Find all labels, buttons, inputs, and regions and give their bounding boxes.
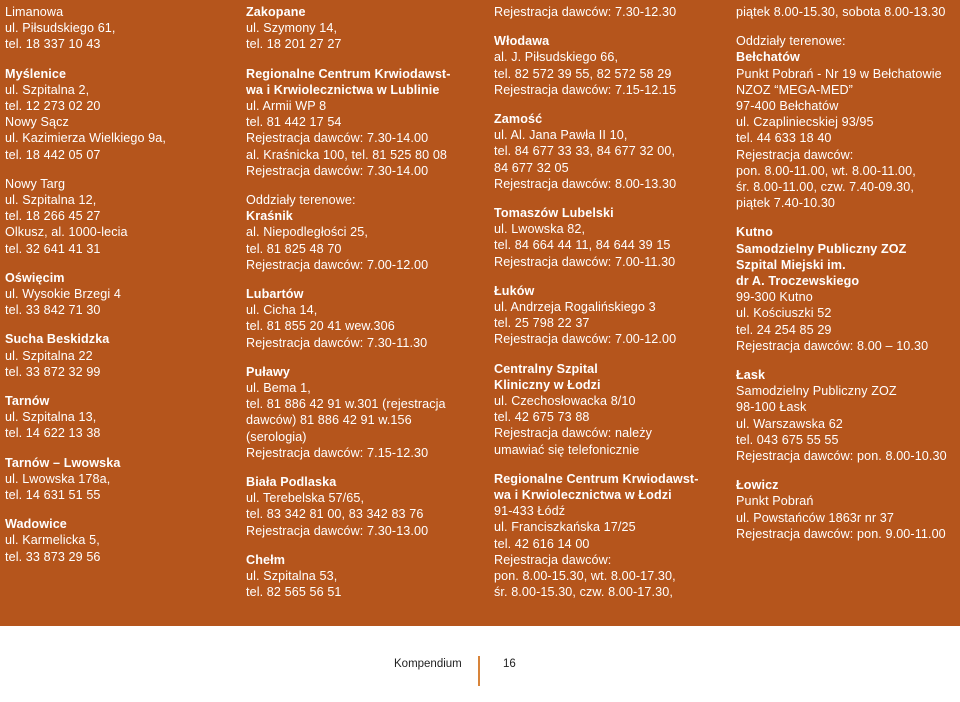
directory-entry xyxy=(5,516,166,565)
directory-entry xyxy=(5,455,166,504)
entry-heading: Chełm xyxy=(246,552,285,567)
entry-heading: Lubartów xyxy=(246,287,304,302)
entry-line: ul. Szpitalna 12, xyxy=(5,193,97,208)
entry-line: tel. 32 641 41 31 xyxy=(5,241,101,256)
entry-line: tel. 18 201 27 27 xyxy=(246,37,342,52)
entry-line: tel. 81 825 48 70 xyxy=(246,241,342,256)
entry-line: ul. Szpitalna 22 xyxy=(5,348,93,363)
entry-gap xyxy=(5,442,166,455)
entry-line: ul. Kazimierza Wielkiego 9a, xyxy=(5,131,166,146)
entry-heading: Myślenice xyxy=(5,66,67,81)
entry-line: tel. 24 254 85 29 xyxy=(736,322,832,337)
entry-gap xyxy=(246,179,451,192)
footer-divider xyxy=(478,656,480,686)
directory-entry xyxy=(246,192,451,273)
entry-line: tel. 82 572 39 55, 82 572 58 29 xyxy=(494,66,672,81)
directory-entry xyxy=(5,66,166,163)
entry-line: ul. Karmelicka 5, xyxy=(5,533,100,548)
entry-gap xyxy=(494,192,699,205)
entry-line: Rejestracja dawców: 7.30-14.00 xyxy=(246,131,429,146)
column-2 xyxy=(246,4,451,601)
entry-gap xyxy=(246,351,451,364)
entry-line: ul. Lwowska 178a, xyxy=(5,471,111,486)
footer-title: Kompendium xyxy=(394,658,462,670)
directory-entry xyxy=(494,33,699,98)
entry-heading: Wadowice xyxy=(5,517,67,532)
directory-entry xyxy=(494,361,699,458)
entry-gap xyxy=(246,461,451,474)
entry-line: tel. 14 631 51 55 xyxy=(5,488,101,503)
directory-entry xyxy=(246,474,451,539)
entry-heading: Regionalne Centrum Krwiodawst- xyxy=(246,66,451,81)
entry-line: ul. Lwowska 82, xyxy=(494,222,586,237)
entry-heading: Sucha Beskidzka xyxy=(5,332,110,347)
entry-line: 84 677 32 05 xyxy=(494,160,569,175)
entry-gap xyxy=(5,380,166,393)
entry-line: tel. 33 872 32 99 xyxy=(5,364,101,379)
entry-gap xyxy=(5,163,166,176)
page-number: 16 xyxy=(503,658,516,670)
entry-gap xyxy=(246,273,451,286)
entry-line: NZOZ “MEGA-MED” xyxy=(736,82,853,97)
entry-line: tel. 82 565 56 51 xyxy=(246,585,342,600)
entry-line: al. J. Piłsudskiego 66, xyxy=(494,50,619,65)
entry-line: Rejestracja dawców: xyxy=(494,552,612,567)
directory-entry xyxy=(5,176,166,257)
entry-heading: wa i Krwiolecznictwa w Łodzi xyxy=(494,488,672,503)
entry-line: Rejestracja dawców: 7.30-11.30 xyxy=(246,335,428,350)
entry-line: al. Niepodległości 25, xyxy=(246,225,368,240)
entry-line: ul. Czapliniecskiej 93/95 xyxy=(736,115,874,130)
entry-heading: Tarnów xyxy=(5,394,50,409)
directory-entry xyxy=(494,471,699,601)
entry-line: Olkusz, al. 1000-lecia xyxy=(5,225,128,240)
entry-line: ul. Terebelska 57/65, xyxy=(246,491,365,506)
page-footer xyxy=(0,656,960,686)
entry-gap xyxy=(5,503,166,516)
entry-line: Punkt Pobrań xyxy=(736,494,814,509)
entry-line: ul. Czechosłowacka 8/10 xyxy=(494,394,636,409)
entry-line: (serologia) xyxy=(246,429,307,444)
entry-line: tel. 81 855 20 41 wew.306 xyxy=(246,319,395,334)
entry-line: tel. 84 664 44 11, 84 644 39 15 xyxy=(494,238,671,253)
entry-gap xyxy=(5,257,166,270)
entry-line: Rejestracja dawców: 7.00-12.00 xyxy=(494,332,677,347)
entry-line: tel. 33 842 71 30 xyxy=(5,303,101,318)
column-1 xyxy=(5,4,166,565)
entry-line: Rejestracja dawców: należy xyxy=(494,426,652,441)
entry-line: Rejestracja dawców: 7.15-12.30 xyxy=(246,445,429,460)
entry-gap xyxy=(5,318,166,331)
entry-line: tel. 83 342 81 00, 83 342 83 76 xyxy=(246,507,424,522)
entry-line: Rejestracja dawców: xyxy=(736,147,854,162)
entry-line: tel. 043 675 55 55 xyxy=(736,432,839,447)
entry-line: Punkt Pobrań - Nr 19 w Bełchatowie xyxy=(736,66,942,81)
entry-line: tel. 14 622 13 38 xyxy=(5,426,101,441)
entry-line: śr. 8.00-11.00, czw. 7.40-09.30, xyxy=(736,180,914,195)
entry-line: tel. 84 677 33 33, 84 677 32 00, xyxy=(494,144,676,159)
directory-entry xyxy=(494,283,699,348)
entry-line: umawiać się telefonicznie xyxy=(494,442,640,457)
entry-heading: Kutno xyxy=(736,225,773,240)
entry-line: ul. Al. Jana Pawła II 10, xyxy=(494,128,628,143)
entry-line: Rejestracja dawców: 7.30-12.30 xyxy=(494,5,677,19)
entry-gap xyxy=(736,20,947,33)
entry-heading: Puławy xyxy=(246,364,290,379)
entry-line: Rejestracja dawców: 7.00-12.00 xyxy=(246,257,429,272)
entry-gap xyxy=(246,53,451,66)
column-4 xyxy=(736,4,947,542)
entry-line: 91-433 Łódź xyxy=(494,504,566,519)
entry-line: Limanowa xyxy=(5,5,64,19)
entry-heading: Regionalne Centrum Krwiodawst- xyxy=(494,471,699,486)
entry-heading: Biała Podlaska xyxy=(246,475,337,490)
entry-heading: Tomaszów Lubelski xyxy=(494,206,614,221)
entry-line: ul. Warszawska 62 xyxy=(736,416,843,431)
entry-heading: Zamość xyxy=(494,112,543,127)
directory-entry xyxy=(736,224,947,354)
entry-line: tel. 44 633 18 40 xyxy=(736,131,832,146)
entry-heading: Kraśnik xyxy=(246,209,293,224)
entry-line: ul. Szpitalna 53, xyxy=(246,569,338,584)
entry-gap xyxy=(736,354,947,367)
entry-line: ul. Andrzeja Rogalińskiego 3 xyxy=(494,300,656,315)
entry-line: ul. Franciszkańska 17/25 xyxy=(494,520,636,535)
entry-gap xyxy=(736,211,947,224)
entry-line: Rejestracja dawców: 7.15-12.15 xyxy=(494,82,677,97)
entry-heading: Łuków xyxy=(494,283,535,298)
entry-line: tel. 18 337 10 43 xyxy=(5,37,101,52)
entry-gap xyxy=(494,270,699,283)
entry-line: tel. 18 266 45 27 xyxy=(5,209,101,224)
entry-gap xyxy=(736,464,947,477)
entry-line: Rejestracja dawców: 8.00-13.30 xyxy=(494,176,677,191)
entry-gap xyxy=(246,539,451,552)
directory-entry xyxy=(494,4,699,20)
directory-entry xyxy=(5,393,166,442)
entry-gap xyxy=(494,348,699,361)
entry-line: ul. Kościuszki 52 xyxy=(736,306,832,321)
entry-line: Nowy Sącz xyxy=(5,115,69,130)
directory-entry xyxy=(246,66,451,179)
entry-heading: Włodawa xyxy=(494,34,550,49)
entry-line: tel. 12 273 02 20 xyxy=(5,99,101,114)
entry-line: tel. 25 798 22 37 xyxy=(494,316,590,331)
entry-line: tel. 42 616 14 00 xyxy=(494,536,590,551)
entry-line: Rejestracja dawców: 7.30-13.00 xyxy=(246,523,429,538)
directory-entry xyxy=(494,111,699,192)
entry-line: ul. Szymony 14, xyxy=(246,21,338,36)
entry-heading: Oświęcim xyxy=(5,270,65,285)
entry-heading: Bełchatów xyxy=(736,50,800,65)
entry-line: ul. Powstańców 1863r nr 37 xyxy=(736,510,895,525)
entry-line: pon. 8.00-15.30, wt. 8.00-17.30, xyxy=(494,569,676,584)
directory-entry xyxy=(246,4,451,53)
entry-line: ul. Cicha 14, xyxy=(246,303,318,318)
directory-entry xyxy=(736,33,947,211)
entry-line: tel. 33 873 29 56 xyxy=(5,549,101,564)
directory-entry xyxy=(246,552,451,601)
entry-subheading: Oddziały terenowe: xyxy=(736,34,846,49)
entry-line: 98-100 Łask xyxy=(736,400,807,415)
entry-line: ul. Bema 1, xyxy=(246,381,311,396)
entry-line: pon. 8.00-11.00, wt. 8.00-11.00, xyxy=(736,163,916,178)
entry-line: Rejestracja dawców: 7.00-11.30 xyxy=(494,254,676,269)
entry-line: Rejestracja dawców: 7.30-14.00 xyxy=(246,163,429,178)
directory-entry xyxy=(494,205,699,270)
entry-line: al. Kraśnicka 100, tel. 81 525 80 08 xyxy=(246,147,448,162)
directory-entry xyxy=(246,286,451,351)
entry-line: ul. Szpitalna 2, xyxy=(5,82,90,97)
entry-heading: Łask xyxy=(736,368,766,383)
entry-gap xyxy=(494,458,699,471)
entry-heading: Samodzielny Publiczny ZOZ xyxy=(736,241,907,256)
entry-heading: wa i Krwiolecznictwa w Lublinie xyxy=(246,82,440,97)
entry-line: Rejestracja dawców: pon. 8.00-10.30 xyxy=(736,449,947,464)
entry-line: ul. Wysokie Brzegi 4 xyxy=(5,287,121,302)
entry-line: tel. 42 675 73 88 xyxy=(494,410,590,425)
entry-heading: Tarnów – Lwowska xyxy=(5,455,121,470)
entry-gap xyxy=(494,98,699,111)
directory-entry xyxy=(736,367,947,464)
directory-entry xyxy=(5,4,166,53)
entry-heading: dr A. Troczewskiego xyxy=(736,274,860,289)
entry-line: piątek 7.40-10.30 xyxy=(736,196,836,211)
entry-heading: Łowicz xyxy=(736,478,779,493)
entry-line: 99-300 Kutno xyxy=(736,290,813,305)
entry-line: tel. 81 886 42 91 w.301 (rejestracja xyxy=(246,397,446,412)
entry-heading: Szpital Miejski im. xyxy=(736,257,846,272)
entry-line: tel. 81 442 17 54 xyxy=(246,115,342,130)
entry-line: tel. 18 442 05 07 xyxy=(5,147,101,162)
entry-heading: Zakopane xyxy=(246,5,306,19)
entry-line: Rejestracja dawców: pon. 9.00-11.00 xyxy=(736,526,946,541)
directory-entry xyxy=(246,364,451,461)
directory-entry xyxy=(736,477,947,542)
entry-line: śr. 8.00-15.30, czw. 8.00-17.30, xyxy=(494,585,673,600)
entry-line: ul. Piłsudskiego 61, xyxy=(5,21,116,36)
entry-heading: Kliniczny w Łodzi xyxy=(494,377,601,392)
entry-line: Rejestracja dawców: 8.00 – 10.30 xyxy=(736,338,929,353)
entry-line: dawców) 81 886 42 91 w.156 xyxy=(246,413,412,428)
entry-line: Samodzielny Publiczny ZOZ xyxy=(736,384,897,399)
entry-subheading: Oddziały terenowe: xyxy=(246,193,356,208)
entry-gap xyxy=(5,53,166,66)
column-3 xyxy=(494,4,699,601)
entry-line: ul. Armii WP 8 xyxy=(246,99,327,114)
entry-heading: Centralny Szpital xyxy=(494,361,598,376)
directory-entry xyxy=(5,270,166,319)
entry-line: ul. Szpitalna 13, xyxy=(5,410,97,425)
entry-line: 97-400 Bełchatów xyxy=(736,99,839,114)
entry-line: Nowy Targ xyxy=(5,176,66,191)
directory-entry xyxy=(5,331,166,380)
entry-line: piątek 8.00-15.30, sobota 8.00-13.30 xyxy=(736,5,946,19)
entry-gap xyxy=(494,20,699,33)
directory-entry xyxy=(736,4,947,20)
